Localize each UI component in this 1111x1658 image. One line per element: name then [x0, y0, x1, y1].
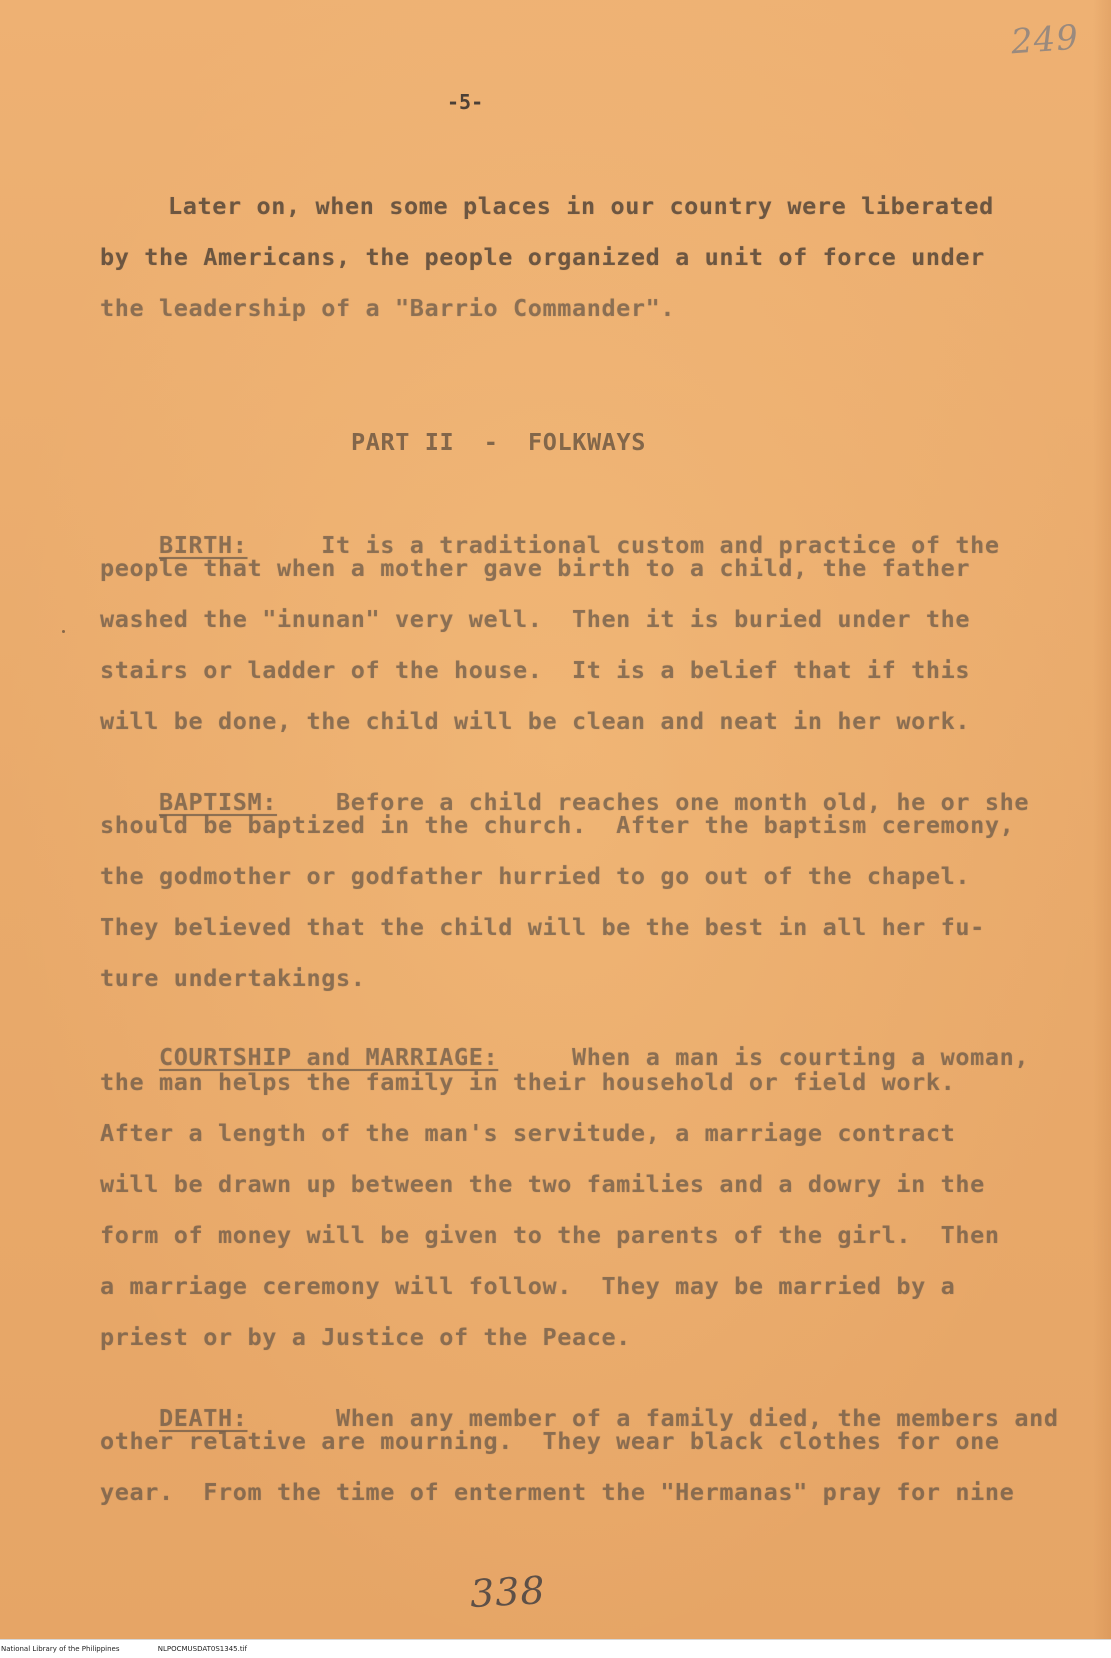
footer-library: National Library of the Philippines [1, 1645, 120, 1653]
text-line-2: by the Americans, the people organized a unit of force under [100, 243, 985, 271]
text-line-1: Later on, when some places in our country were liberated [168, 192, 994, 220]
section-heading: PART II - FOLKWAYS [351, 428, 646, 456]
courtship-paragraph-line-2: the man helps the family in their household or field work. [100, 1068, 956, 1096]
baptism-paragraph-line-2: should be baptized in the church. After the baptism ceremony, [100, 811, 1015, 839]
baptism-label: BAPTISM: [159, 788, 277, 816]
courtship-marriage-label: COURTSHIP and MARRIAGE: [159, 1043, 499, 1071]
birth-label: BIRTH: [159, 531, 248, 559]
text-line-3: the leadership of a "Barrio Commander". [100, 294, 676, 322]
birth-paragraph-line-3: washed the "inunan" very well. Then it is buried under the [100, 605, 971, 633]
birth-paragraph-line-5: will be done, the child will be clean and neat in her work. [100, 707, 971, 735]
baptism-paragraph-line-3: the godmother or godfather hurried to go out of the chapel. [100, 862, 971, 890]
page-edge-shadow [1093, 0, 1111, 1658]
death-text-start: When any member of a family died, the members and [336, 1404, 1059, 1432]
death-paragraph-line-2: other relative are mourning. They wear black clothes for one [100, 1427, 1000, 1455]
typed-page-number: -5- [447, 90, 484, 114]
death-paragraph-line-3: year. From the time of enterment the "Hermanas" pray for nine [100, 1478, 1015, 1506]
baptism-paragraph-line-5: ture undertakings. [100, 964, 366, 992]
courtship-paragraph-line-4: will be drawn up between the two families and a dowry in the [100, 1170, 985, 1198]
courtship-paragraph-line-3: After a length of the man's servitude, a marriage contract [100, 1119, 956, 1147]
baptism-text-start: Before a child reaches one month old, he or she [336, 788, 1030, 816]
courtship-paragraph-line-5: form of money will be given to the parents of the girl. Then [100, 1221, 1000, 1249]
birth-paragraph-line-4: stairs or ladder of the house. It is a belief that if this [100, 656, 971, 684]
margin-mark [62, 630, 65, 633]
birth-text-start: It is a traditional custom and practice of the [321, 531, 1000, 559]
footer-file-name: NLPOCMUSDAT0S1345.tif [157, 1645, 247, 1653]
bottom-handwritten-number: 338 [468, 1568, 547, 1616]
birth-paragraph-line-2: people that when a mother gave birth to a child, the father [100, 554, 971, 582]
courtship-paragraph-line-6: a marriage ceremony will follow. They may be married by a [100, 1272, 956, 1300]
courtship-paragraph-line-7: priest or by a Justice of the Peace. [100, 1323, 631, 1351]
death-label: DEATH: [159, 1404, 248, 1432]
courtship-text-start: When a man is courting a woman, [571, 1043, 1030, 1071]
courtship-label-gap [498, 1043, 572, 1071]
baptism-paragraph-line-4: They believed that the child will be the best in all her fu- [100, 913, 985, 941]
scan-footer [0, 1639, 1111, 1658]
archive-page-number: 249 [1009, 17, 1081, 63]
